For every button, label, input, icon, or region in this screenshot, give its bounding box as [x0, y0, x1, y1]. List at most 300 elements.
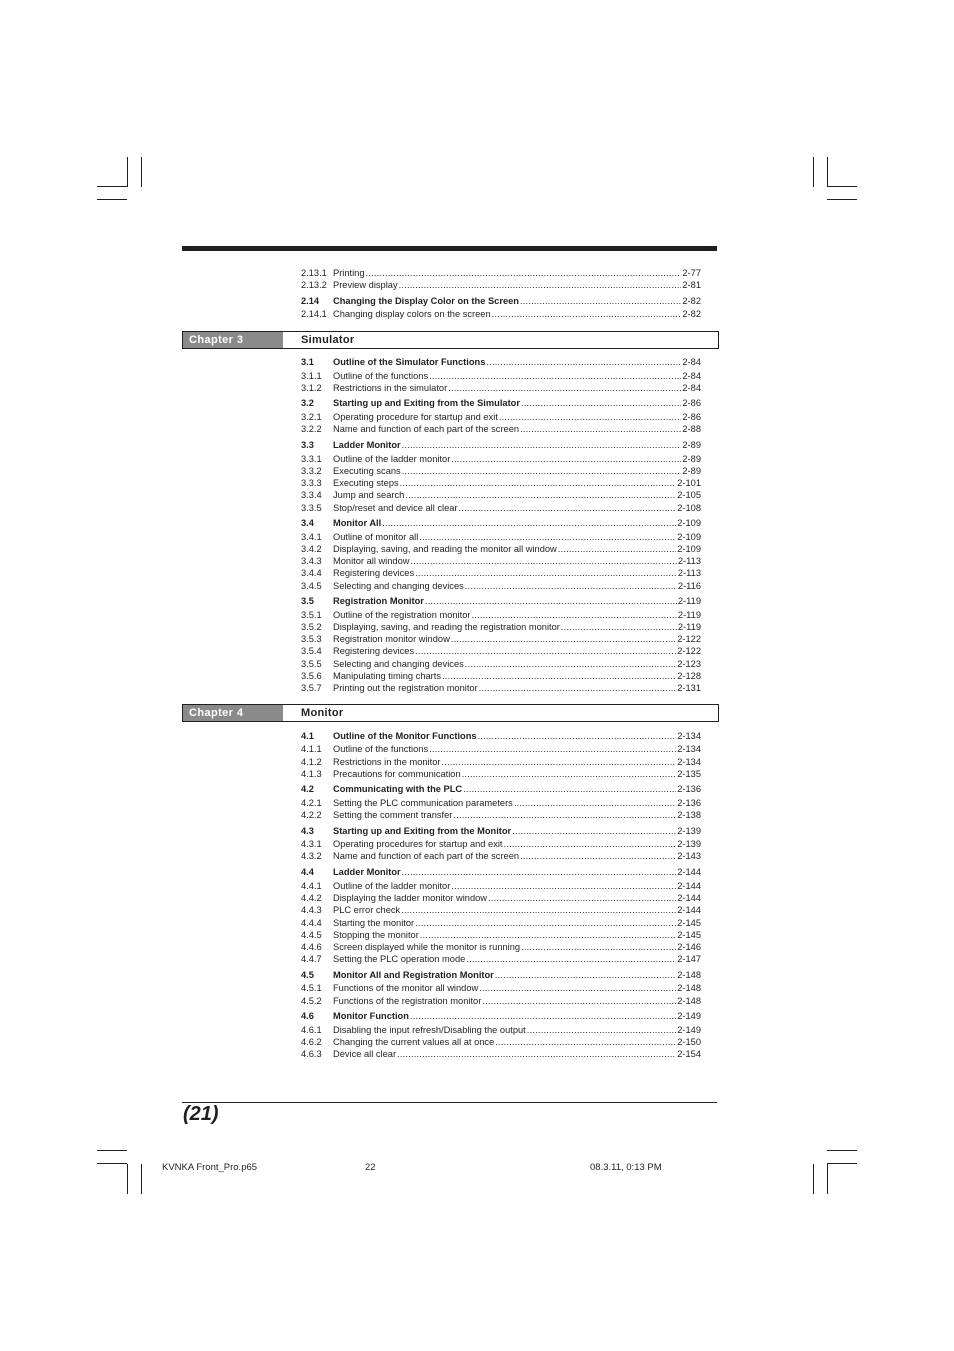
toc-entry: [301, 1024, 701, 1036]
toc-entry-page: 2-148: [677, 970, 701, 980]
toc-entry-number: 4.4.1: [301, 881, 322, 891]
toc-entry-number: 3.1.2: [301, 383, 322, 393]
toc-leader-dots: [420, 929, 676, 941]
toc-entry-number: 3.2.2: [301, 424, 322, 434]
crop-mark: [827, 1150, 857, 1151]
toc-entry-title: Outline of the functions: [333, 371, 429, 381]
toc-entry-page: 2-119: [677, 596, 701, 606]
toc-entry: [301, 580, 701, 592]
toc-entry-number: 4.4: [301, 867, 314, 877]
chapter-title: Simulator: [301, 334, 355, 346]
toc-entry: [301, 838, 701, 850]
toc-entry-title: Ladder Monitor: [333, 867, 401, 877]
toc-leader-dots: [405, 489, 676, 501]
toc-entry-number: 3.5.2: [301, 622, 322, 632]
toc-entry-title: Outline of the Simulator Functions: [333, 357, 486, 367]
toc-entry-title: Name and function of each part of the screen: [333, 851, 520, 861]
toc-entry-title: Functions of the monitor all window: [333, 983, 479, 993]
toc-entry-number: 3.5.6: [301, 671, 322, 681]
toc-entry-number: 3.3.3: [301, 478, 322, 488]
toc-entry-number: 3.5.7: [301, 683, 322, 693]
toc-entry-number: 4.4.6: [301, 942, 322, 952]
toc-entry-title: Registration Monitor: [333, 596, 424, 606]
crop-mark: [827, 186, 857, 187]
toc-entry-number: 4.1.2: [301, 757, 322, 767]
toc-entry-number: 3.3.2: [301, 466, 322, 476]
toc-entry-page: 2-84: [682, 357, 701, 367]
toc-entry-title: Starting up and Exiting from the Monitor: [333, 826, 512, 836]
toc-entry: [301, 670, 701, 682]
toc-entry-number: 4.3.2: [301, 851, 322, 861]
toc-entry-page: 2-145: [677, 918, 701, 928]
toc-entry: [301, 645, 701, 657]
toc-entry-title: Operating procedures for startup and exit: [333, 839, 503, 849]
toc-leader-dots: [462, 768, 677, 780]
toc-entry-title: Outline of monitor all: [333, 532, 419, 542]
crop-mark: [97, 1150, 127, 1151]
toc-entry: [301, 783, 701, 795]
toc-entry-number: 4.2.1: [301, 798, 322, 808]
toc-entry-title: Jump and search: [333, 490, 405, 500]
toc-entry-page: 2-82: [682, 309, 701, 319]
toc-entry-title: Disabling the input refresh/Disabling the output: [333, 1025, 526, 1035]
toc-entry-number: 3.2.1: [301, 412, 322, 422]
toc-leader-dots: [499, 411, 682, 423]
toc-leader-dots: [495, 1036, 676, 1048]
toc-entry-title: Registering devices: [333, 646, 415, 656]
toc-entry-number: 3.3.5: [301, 503, 322, 513]
crop-mark: [813, 157, 814, 187]
crop-mark: [827, 1163, 857, 1164]
toc-leader-dots: [479, 982, 676, 994]
toc-entry-title: Registration monitor window: [333, 634, 450, 644]
toc-entry-page: 2-89: [682, 440, 701, 450]
toc-entry-title: Changing display colors on the screen: [333, 309, 491, 319]
toc-entry-title: Outline of the Monitor Functions: [333, 731, 477, 741]
toc-entry: [301, 633, 701, 645]
footer-sheet: 22: [365, 1162, 376, 1173]
toc-entry-number: 4.1: [301, 731, 314, 741]
toc-entry: [301, 595, 701, 607]
toc-entry: [301, 756, 701, 768]
toc-entry-page: 2-149: [677, 1025, 701, 1035]
toc-leader-dots: [448, 382, 681, 394]
toc-entry: [301, 382, 701, 394]
toc-leader-dots: [401, 904, 676, 916]
toc-entry-page: 2-143: [677, 851, 701, 861]
toc-entry: [301, 1036, 701, 1048]
toc-leader-dots: [512, 825, 676, 837]
toc-entry: [301, 658, 701, 670]
toc-leader-dots: [486, 356, 681, 368]
toc-entry-page: 2-144: [677, 881, 701, 891]
crop-mark: [827, 199, 857, 200]
toc-entry: [301, 531, 701, 543]
toc-entry: [301, 995, 701, 1007]
toc-entry-title: Setting the PLC communication parameters: [333, 798, 513, 808]
toc-entry-number: 3.5.1: [301, 610, 322, 620]
toc-entry-title: Monitor All: [333, 518, 382, 528]
toc-entry-number: 4.5: [301, 970, 314, 980]
page-number: (21): [183, 1103, 219, 1125]
toc-leader-dots: [415, 917, 676, 929]
toc-entry-title: Preview display: [333, 280, 398, 290]
toc-entry-number: 2.13.2: [301, 280, 327, 290]
toc-entry-number: 4.2.2: [301, 810, 322, 820]
toc-leader-dots: [366, 267, 682, 279]
toc-entry-number: 4.6: [301, 1011, 314, 1021]
toc-entry-page: 2-144: [677, 905, 701, 915]
toc-entry-page: 2-145: [677, 930, 701, 940]
toc-entry: [301, 682, 701, 694]
toc-entry: [301, 411, 701, 423]
toc-entry: [301, 609, 701, 621]
toc-entry: [301, 517, 701, 529]
toc-entry-title: Registering devices: [333, 568, 415, 578]
toc-entry-page: 2-116: [677, 581, 701, 591]
toc-leader-dots: [471, 609, 676, 621]
toc-entry-page: 2-86: [682, 412, 701, 422]
toc-entry: [301, 850, 701, 862]
toc-entry-number: 3.5.3: [301, 634, 322, 644]
toc-entry-title: Selecting and changing devices: [333, 659, 464, 669]
toc-entry: [301, 477, 701, 489]
toc-entry-page: 2-109: [677, 532, 701, 542]
toc-entry-page: 2-123: [677, 659, 701, 669]
toc-entry-title: Setting the PLC operation mode: [333, 954, 466, 964]
toc-entry: [301, 489, 701, 501]
toc-entry: [301, 892, 701, 904]
toc-entry-title: Executing steps: [333, 478, 399, 488]
toc-entry-title: Changing the current values all at once: [333, 1037, 495, 1047]
toc-leader-dots: [382, 517, 676, 529]
toc-entry-number: 3.4.2: [301, 544, 322, 554]
toc-entry-page: 2-148: [677, 983, 701, 993]
toc-entry-title: Name and function of each part of the screen: [333, 424, 520, 434]
toc-entry-number: 3.4.5: [301, 581, 322, 591]
toc-entry-title: Outline of the registration monitor: [333, 610, 471, 620]
toc-entry: [301, 308, 701, 320]
toc-entry-title: Stopping the monitor: [333, 930, 419, 940]
toc-leader-dots: [400, 477, 677, 489]
chapter-4-header: [182, 704, 719, 722]
toc-entry-page: 2-86: [682, 398, 701, 408]
toc-leader-dots: [459, 502, 677, 514]
toc-entry: [301, 730, 701, 742]
toc-entry-title: Monitor Function: [333, 1011, 409, 1021]
toc-leader-dots: [402, 866, 677, 878]
toc-leader-dots: [451, 633, 676, 645]
toc-leader-dots: [520, 423, 681, 435]
toc-entry-title: Ladder Monitor: [333, 440, 401, 450]
toc-leader-dots: [410, 1010, 676, 1022]
toc-leader-dots: [492, 308, 682, 320]
toc-continued: [301, 267, 701, 327]
toc-entry: [301, 929, 701, 941]
toc-entry-title: PLC error check: [333, 905, 401, 915]
toc-entry: [301, 768, 701, 780]
toc-entry-number: 3.1: [301, 357, 314, 367]
toc-entry: [301, 621, 701, 633]
toc-entry-page: 2-105: [677, 490, 701, 500]
toc-leader-dots: [488, 892, 676, 904]
toc-entry-page: 2-84: [682, 383, 701, 393]
toc-entry-title: Displaying, saving, and reading the monitor all window: [333, 544, 557, 554]
toc-entry-page: 2-134: [677, 757, 701, 767]
toc-entry-number: 4.6.2: [301, 1037, 322, 1047]
toc-entry: [301, 904, 701, 916]
toc-entry-page: 2-108: [677, 503, 701, 513]
toc-entry-title: Restrictions in the simulator: [333, 383, 448, 393]
toc-entry: [301, 880, 701, 892]
toc-entry-title: Manipulating timing charts: [333, 671, 441, 681]
toc-leader-dots: [466, 953, 676, 965]
toc-entry-title: Starting up and Exiting from the Simulator: [333, 398, 520, 408]
toc-entry-title: Monitor all window: [333, 556, 410, 566]
header-rule: [182, 246, 717, 251]
toc-entry: [301, 370, 701, 382]
toc-leader-dots: [429, 743, 676, 755]
toc-leader-dots: [465, 658, 676, 670]
toc-entry-title: Starting the monitor: [333, 918, 415, 928]
crop-mark: [97, 199, 127, 200]
toc-entry-page: 2-139: [677, 839, 701, 849]
toc-entry: [301, 356, 701, 368]
toc-entry: [301, 866, 701, 878]
toc-entry-page: 2-122: [677, 646, 701, 656]
toc-leader-dots: [463, 783, 676, 795]
footer-timestamp: 08.3.11, 0:13 PM: [590, 1162, 662, 1173]
toc-entry-title: Outline of the functions: [333, 744, 429, 754]
toc-entry-number: 3.5: [301, 596, 314, 606]
toc-entry: [301, 567, 701, 579]
toc-entry-number: 4.2: [301, 784, 314, 794]
toc-entry-page: 2-154: [677, 1049, 701, 1059]
toc-entry-title: Executing scans: [333, 466, 401, 476]
toc-entry-title: Printing out the registration monitor: [333, 683, 478, 693]
toc-entry-page: 2-138: [677, 810, 701, 820]
chapter-label: Chapter 3: [183, 332, 283, 348]
toc-entry-page: 2-113: [677, 556, 701, 566]
toc-entry-page: 2-109: [677, 544, 701, 554]
toc-leader-dots: [410, 555, 676, 567]
toc-entry-page: 2-81: [682, 280, 701, 290]
toc-entry-page: 2-89: [682, 466, 701, 476]
toc-entry-number: 3.3.1: [301, 454, 322, 464]
toc-entry-number: 3.2: [301, 398, 314, 408]
footer-file: KVNKA Front_Pro.p65: [162, 1162, 258, 1173]
toc-entry: [301, 453, 701, 465]
crop-mark: [97, 186, 127, 187]
toc-entry: [301, 397, 701, 409]
toc-entry-number: 4.1.3: [301, 769, 322, 779]
toc-entry: [301, 941, 701, 953]
toc-entry-number: 2.14.1: [301, 309, 327, 319]
toc-entry-number: 4.4.5: [301, 930, 322, 940]
toc-entry-page: 2-149: [677, 1011, 701, 1021]
toc-entry-number: 4.4.4: [301, 918, 322, 928]
toc-entry-page: 2-88: [682, 424, 701, 434]
chapter-3-header: [182, 331, 719, 349]
toc-entry-number: 4.3.1: [301, 839, 322, 849]
toc-entry-number: 2.14: [301, 296, 320, 306]
toc-entry-title: Setting the comment transfer: [333, 810, 453, 820]
toc-entry-title: Outline of the ladder monitor: [333, 454, 451, 464]
toc-entry-page: 2-89: [682, 454, 701, 464]
toc-entry-title: Stop/reset and device all clear: [333, 503, 458, 513]
toc-leader-dots: [558, 543, 676, 555]
toc-chapter-4: [301, 730, 701, 1065]
toc-entry-page: 2-119: [677, 622, 701, 632]
toc-leader-dots: [441, 756, 676, 768]
toc-leader-dots: [402, 465, 682, 477]
crop-mark: [827, 1164, 828, 1194]
toc-entry-number: 3.4: [301, 518, 314, 528]
toc-entry-page: 2-136: [677, 798, 701, 808]
toc-entry-number: 3.4.1: [301, 532, 322, 542]
toc-entry-page: 2-148: [677, 996, 701, 1006]
toc-entry: [301, 969, 701, 981]
toc-entry-page: 2-82: [682, 296, 701, 306]
toc-chapter-3: [301, 356, 701, 696]
toc-entry-page: 2-101: [677, 478, 701, 488]
toc-entry-page: 2-122: [677, 634, 701, 644]
toc-leader-dots: [402, 439, 682, 451]
crop-mark: [97, 1163, 127, 1164]
toc-leader-dots: [521, 397, 681, 409]
toc-entry-title: Outline of the ladder monitor: [333, 881, 451, 891]
toc-leader-dots: [425, 595, 677, 607]
toc-entry-page: 2-139: [677, 826, 701, 836]
chapter-label: Chapter 4: [183, 705, 283, 721]
toc-leader-dots: [520, 295, 681, 307]
toc-entry-page: 2-147: [677, 954, 701, 964]
toc-leader-dots: [453, 809, 676, 821]
toc-entry: [301, 825, 701, 837]
toc-entry-title: Device all clear: [333, 1049, 397, 1059]
crop-mark: [127, 157, 128, 187]
toc-leader-dots: [561, 621, 677, 633]
toc-leader-dots: [520, 850, 676, 862]
toc-entry-page: 2-144: [677, 867, 701, 877]
toc-entry-number: 3.3: [301, 440, 314, 450]
toc-entry: [301, 279, 701, 291]
toc-entry-number: 4.3: [301, 826, 314, 836]
toc-entry-title: Restrictions in the monitor: [333, 757, 441, 767]
toc-leader-dots: [527, 1024, 676, 1036]
toc-leader-dots: [514, 797, 676, 809]
toc-leader-dots: [397, 1048, 676, 1060]
toc-entry-number: 3.1.1: [301, 371, 322, 381]
toc-entry-number: 4.4.7: [301, 954, 322, 964]
toc-entry-page: 2-150: [677, 1037, 701, 1047]
toc-entry: [301, 502, 701, 514]
toc-leader-dots: [482, 995, 676, 1007]
footer-rule: [182, 1102, 717, 1103]
toc-entry-page: 2-134: [677, 731, 701, 741]
crop-mark: [141, 1164, 142, 1194]
toc-entry: [301, 465, 701, 477]
toc-entry-number: 2.13.1: [301, 268, 327, 278]
toc-entry-title: Monitor All and Registration Monitor: [333, 970, 494, 980]
toc-entry: [301, 743, 701, 755]
toc-entry-page: 2-135: [677, 769, 701, 779]
toc-entry: [301, 953, 701, 965]
toc-entry-page: 2-113: [677, 568, 701, 578]
toc-entry-title: Communicating with the PLC: [333, 784, 463, 794]
toc-entry-number: 4.1.1: [301, 744, 322, 754]
toc-entry-number: 3.5.4: [301, 646, 322, 656]
toc-leader-dots: [451, 453, 681, 465]
toc-leader-dots: [521, 941, 676, 953]
toc-entry-number: 3.5.5: [301, 659, 322, 669]
toc-entry-page: 2-77: [682, 268, 701, 278]
toc-entry-number: 3.3.4: [301, 490, 322, 500]
toc-entry-page: 2-109: [677, 518, 701, 528]
toc-entry-number: 4.6.1: [301, 1025, 322, 1035]
toc-entry-number: 3.4.4: [301, 568, 322, 578]
toc-entry-title: Precautions for communication: [333, 769, 461, 779]
toc-leader-dots: [465, 580, 677, 592]
toc-entry-number: 4.6.3: [301, 1049, 322, 1059]
toc-leader-dots: [504, 838, 677, 850]
toc-entry-page: 2-128: [677, 671, 701, 681]
toc-leader-dots: [429, 370, 681, 382]
toc-entry-title: Selecting and changing devices: [333, 581, 464, 591]
toc-entry: [301, 797, 701, 809]
toc-entry: [301, 982, 701, 994]
toc-leader-dots: [415, 567, 677, 579]
crop-mark: [827, 157, 828, 187]
toc-entry-page: 2-134: [677, 744, 701, 754]
toc-entry: [301, 1048, 701, 1060]
toc-leader-dots: [442, 670, 676, 682]
toc-entry-title: Screen displayed while the monitor is running: [333, 942, 521, 952]
toc-entry-page: 2-84: [682, 371, 701, 381]
toc-leader-dots: [419, 531, 676, 543]
toc-entry-title: Printing: [333, 268, 365, 278]
toc-entry: [301, 439, 701, 451]
toc-entry-page: 2-144: [677, 893, 701, 903]
toc-entry: [301, 267, 701, 279]
toc-leader-dots: [495, 969, 676, 981]
toc-entry-page: 2-136: [677, 784, 701, 794]
toc-entry: [301, 555, 701, 567]
toc-leader-dots: [479, 682, 677, 694]
crop-mark: [127, 1164, 128, 1194]
toc-entry: [301, 543, 701, 555]
toc-entry: [301, 809, 701, 821]
toc-entry: [301, 295, 701, 307]
toc-entry-number: 3.4.3: [301, 556, 322, 566]
toc-entry-page: 2-146: [677, 942, 701, 952]
toc-entry-title: Operating procedure for startup and exit: [333, 412, 498, 422]
toc-entry-number: 4.5.2: [301, 996, 322, 1006]
toc-entry-title: Changing the Display Color on the Screen: [333, 296, 519, 306]
toc-entry: [301, 423, 701, 435]
toc-leader-dots: [478, 730, 677, 742]
toc-leader-dots: [399, 279, 682, 291]
toc-entry-number: 4.4.3: [301, 905, 322, 915]
crop-mark: [141, 157, 142, 187]
toc-entry-title: Functions of the registration monitor: [333, 996, 482, 1006]
toc-entry-page: 2-131: [677, 683, 701, 693]
toc-entry-number: 4.5.1: [301, 983, 322, 993]
toc-leader-dots: [451, 880, 676, 892]
toc-entry-number: 4.4.2: [301, 893, 322, 903]
toc-entry: [301, 1010, 701, 1022]
toc-entry: [301, 917, 701, 929]
